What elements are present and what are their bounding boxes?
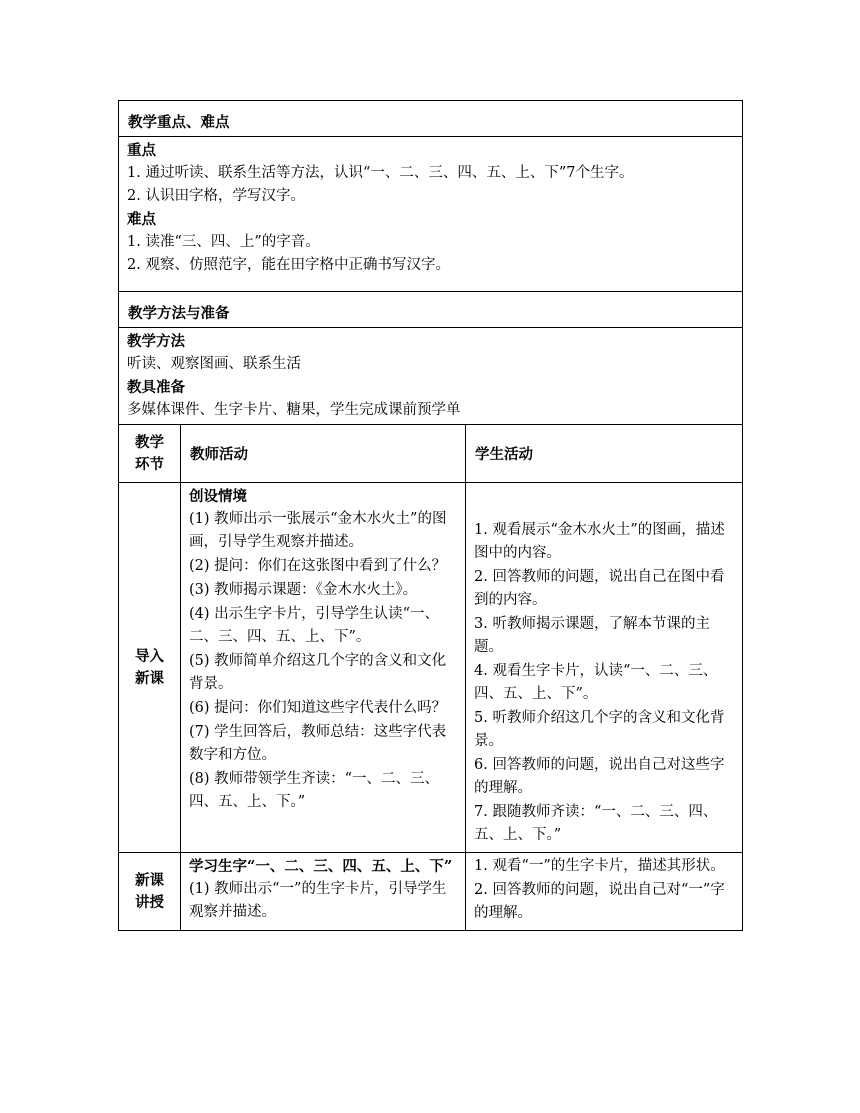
teacher-activity-item: (4) 出示生字卡片，引导学生认读“一、二、三、四、五、上、下”。 <box>189 606 440 645</box>
table-row <box>119 483 743 853</box>
key-point-item: 1. 通过听读、联系生活等方法，认识“一、二、三、四、五、上、下”7个生字。 <box>127 165 634 181</box>
difficulty-item: 2. 观察、仿照范字，能在田字格中正确书写汉字。 <box>127 257 450 273</box>
lesson-plan-page <box>118 100 742 931</box>
col-teacher-header: 教师活动 <box>181 425 466 483</box>
focus-body-row <box>119 137 743 292</box>
teacher-activity-item: (3) 教师揭示课题：《金木水火土》。 <box>189 582 418 598</box>
teacher-activity-item: (6) 提问：你们知道这些字代表什么吗？ <box>189 700 447 716</box>
student-activity-item: 3. 听教师揭示课题，了解本节课的主题。 <box>474 616 710 655</box>
student-activity-item: 2. 回答教师的问题，说出自己在图中看到的内容。 <box>474 569 725 608</box>
student-activity-item: 4. 观看生字卡片，认读“一、二、三、四、五、上、下”。 <box>474 663 718 702</box>
teacher-activity-title: 学习生字“一、二、三、四、五、上、下” <box>189 858 453 875</box>
method-text: 听读、观察图画、联系生活 <box>127 356 301 372</box>
method-section-title: 教学方法与准备 <box>119 292 743 328</box>
key-points-label: 重点 <box>127 142 156 159</box>
difficulty-item: 1. 读准“三、四、上”的字音。 <box>127 234 320 250</box>
tools-text: 多媒体课件、生字卡片、糖果，学生完成课前预学单 <box>127 402 461 418</box>
method-body-row <box>119 328 743 425</box>
student-activity-item: 7. 跟随教师齐读：“一、二、三、四、五、上、下。” <box>474 804 718 843</box>
method-header-row <box>119 292 743 328</box>
teacher-activity-item: (7) 学生回答后，教师总结：这些字代表数字和方位。 <box>189 724 447 763</box>
table-row <box>119 853 743 931</box>
key-point-item: 2. 认识田字格，学写汉字。 <box>127 188 305 204</box>
stage-label: 导入新课 <box>135 647 164 687</box>
teacher-activity-item: (2) 提问：你们在这张图中看到了什么？ <box>189 558 447 574</box>
teacher-activity-title: 创设情境 <box>189 488 247 505</box>
col-student-header: 学生活动 <box>466 425 743 483</box>
teacher-activity-item: (5) 教师简单介绍这几个字的含义和文化背景。 <box>189 653 447 692</box>
student-activity-item: 6. 回答教师的问题，说出自己对这些字的理解。 <box>474 757 725 796</box>
method-label: 教学方法 <box>127 333 185 350</box>
student-activity-item: 5. 听教师介绍这几个字的含义和文化背景。 <box>474 710 725 749</box>
stage-label: 新课讲授 <box>135 871 164 911</box>
student-activity-item: 1. 观看展示“金木水火土”的图画，描述图中的内容。 <box>474 522 725 561</box>
focus-header-row <box>119 101 743 137</box>
lesson-plan-table <box>118 100 743 931</box>
focus-section-title: 教学重点、难点 <box>119 101 743 137</box>
activity-header-row <box>119 425 743 483</box>
teacher-activity-item: (8) 教师带领学生齐读：“一、二、三、四、五、上、下。” <box>189 771 440 810</box>
teacher-activity-item: (1) 教师出示一张展示“金木水火土”的图画，引导学生观察并描述。 <box>189 511 447 550</box>
col-stage-header: 教学环节 <box>135 433 164 473</box>
teacher-activity-item: (1) 教师出示“一”的生字卡片，引导学生观察并描述。 <box>189 881 447 920</box>
student-activity-item: 1. 观看“一”的生字卡片，描述其形状。 <box>474 858 725 874</box>
student-activity-item: 2. 回答教师的问题，说出自己对“一”字的理解。 <box>474 882 725 921</box>
tools-label: 教具准备 <box>127 379 185 396</box>
difficulty-label: 难点 <box>127 211 156 228</box>
